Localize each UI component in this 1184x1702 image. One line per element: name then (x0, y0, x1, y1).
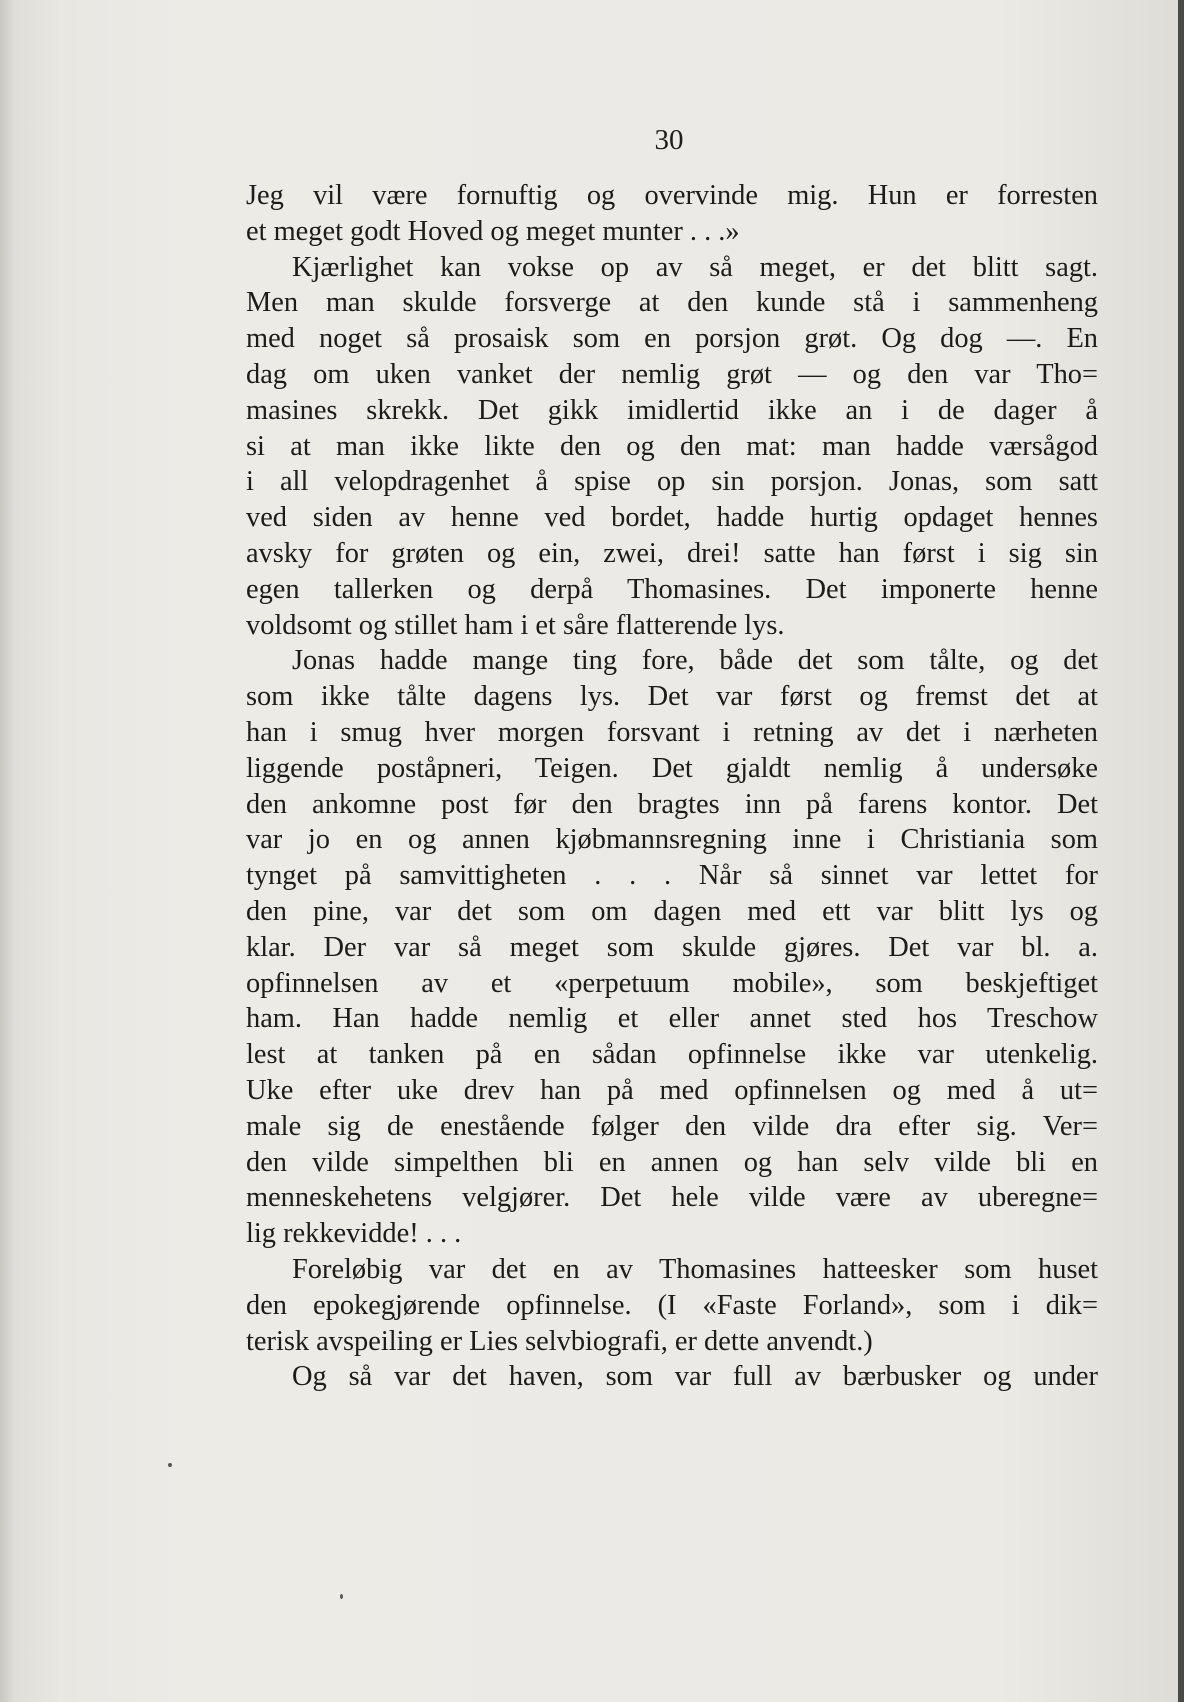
paper-speck (168, 1463, 172, 1467)
text-line: Jeg vil være fornuftig og overvinde mig. Hun er forresten (246, 180, 1098, 211)
text-line: tynget på samvittigheten . . . Når så sinnet var lettet for (246, 860, 1098, 892)
text-line: lig rekkevidde! . . . (246, 1218, 462, 1250)
text-line: egen tallerken og derpå Thomasines. Det imponerte henne (246, 573, 1098, 605)
text-line: med noget så prosaisk som en porsjon grøt. Og dog —. En (246, 323, 1098, 355)
text-line: opfinnelsen av et «perpetuum mobile», som beskjeftiget (246, 967, 1098, 999)
text-line: si at man ikke likte den og den mat: man hadde værsågod (246, 430, 1098, 462)
page-number: 30 (654, 124, 684, 156)
text-line: menneskehetens velgjører. Det hele vilde være av uberegne= (246, 1182, 1098, 1214)
text-line: terisk avspeiling er Lies selvbiografi, er dette anvendt.) (246, 1325, 873, 1357)
text-line: liggende poståpneri, Teigen. Det gjaldt nemlig å undersøke (246, 752, 1098, 784)
text-line: klar. Der var så meget som skulde gjøres. Det var bl. a. (246, 931, 1098, 963)
text-line: dag om uken vanket der nemlig grøt — og den var Tho= (246, 358, 1098, 390)
text-line: Uke efter uke drev han på med opfinnelsen og med å ut= (246, 1074, 1098, 1106)
page-shadow-left (0, 0, 14, 1702)
text-line: lest at tanken på en sådan opfinnelse ikke var utenkelig. (246, 1039, 1098, 1071)
page-edge-right (1178, 0, 1184, 1702)
text-line: den epokegjørende opfinnelse. (I «Faste Forland», som i dik= (246, 1289, 1098, 1321)
text-line: Foreløbig var det en av Thomasines hatteesker som huset (292, 1253, 1098, 1285)
text-line: Jonas hadde mange ting fore, både det som tålte, og det (292, 645, 1098, 677)
text-line: Kjærlighet kan vokse op av så meget, er det blitt sagt. (292, 251, 1098, 283)
text-line: avsky for grøten og ein, zwei, drei! satte han først i sig sin (246, 537, 1098, 569)
text-line: Og så var det haven, som var full av bærbusker og under (292, 1361, 1098, 1393)
text-line: han i smug hver morgen forsvant i retning av det i nærheten (246, 716, 1098, 748)
text-line: den vilde simpelthen bli en annen og han selv vilde bli en (246, 1146, 1098, 1178)
text-line: male sig de enestående følger den vilde dra efter sig. Ver= (246, 1110, 1098, 1142)
text-line: den ankomne post før den bragtes inn på farens kontor. Det (246, 788, 1098, 820)
text-line: ham. Han hadde nemlig et eller annet sted hos Treschow (246, 1003, 1098, 1035)
text-line: som ikke tålte dagens lys. Det var først og fremst det at (246, 681, 1098, 713)
paper-speck (340, 1594, 343, 1599)
text-line: ved siden av henne ved bordet, hadde hurtig opdaget hennes (246, 502, 1098, 534)
text-line: den pine, var det som om dagen med ett var blitt lys og (246, 895, 1098, 927)
text-line: Men man skulde forsverge at den kunde stå i sammenheng (246, 287, 1098, 319)
text-line: masines skrekk. Det gikk imidlertid ikke an i de dager å (246, 394, 1098, 426)
body-text (246, 178, 1098, 1395)
text-line: var jo en og annen kjøbmannsregning inne i Christiania som (246, 824, 1098, 856)
text-line: et meget godt Hoved og meget munter . . .» (246, 215, 740, 247)
text-line: i all velopdragenhet å spise op sin porsjon. Jonas, som satt (246, 466, 1098, 498)
text-line: voldsomt og stillet ham i et såre flatterende lys. (246, 609, 785, 641)
